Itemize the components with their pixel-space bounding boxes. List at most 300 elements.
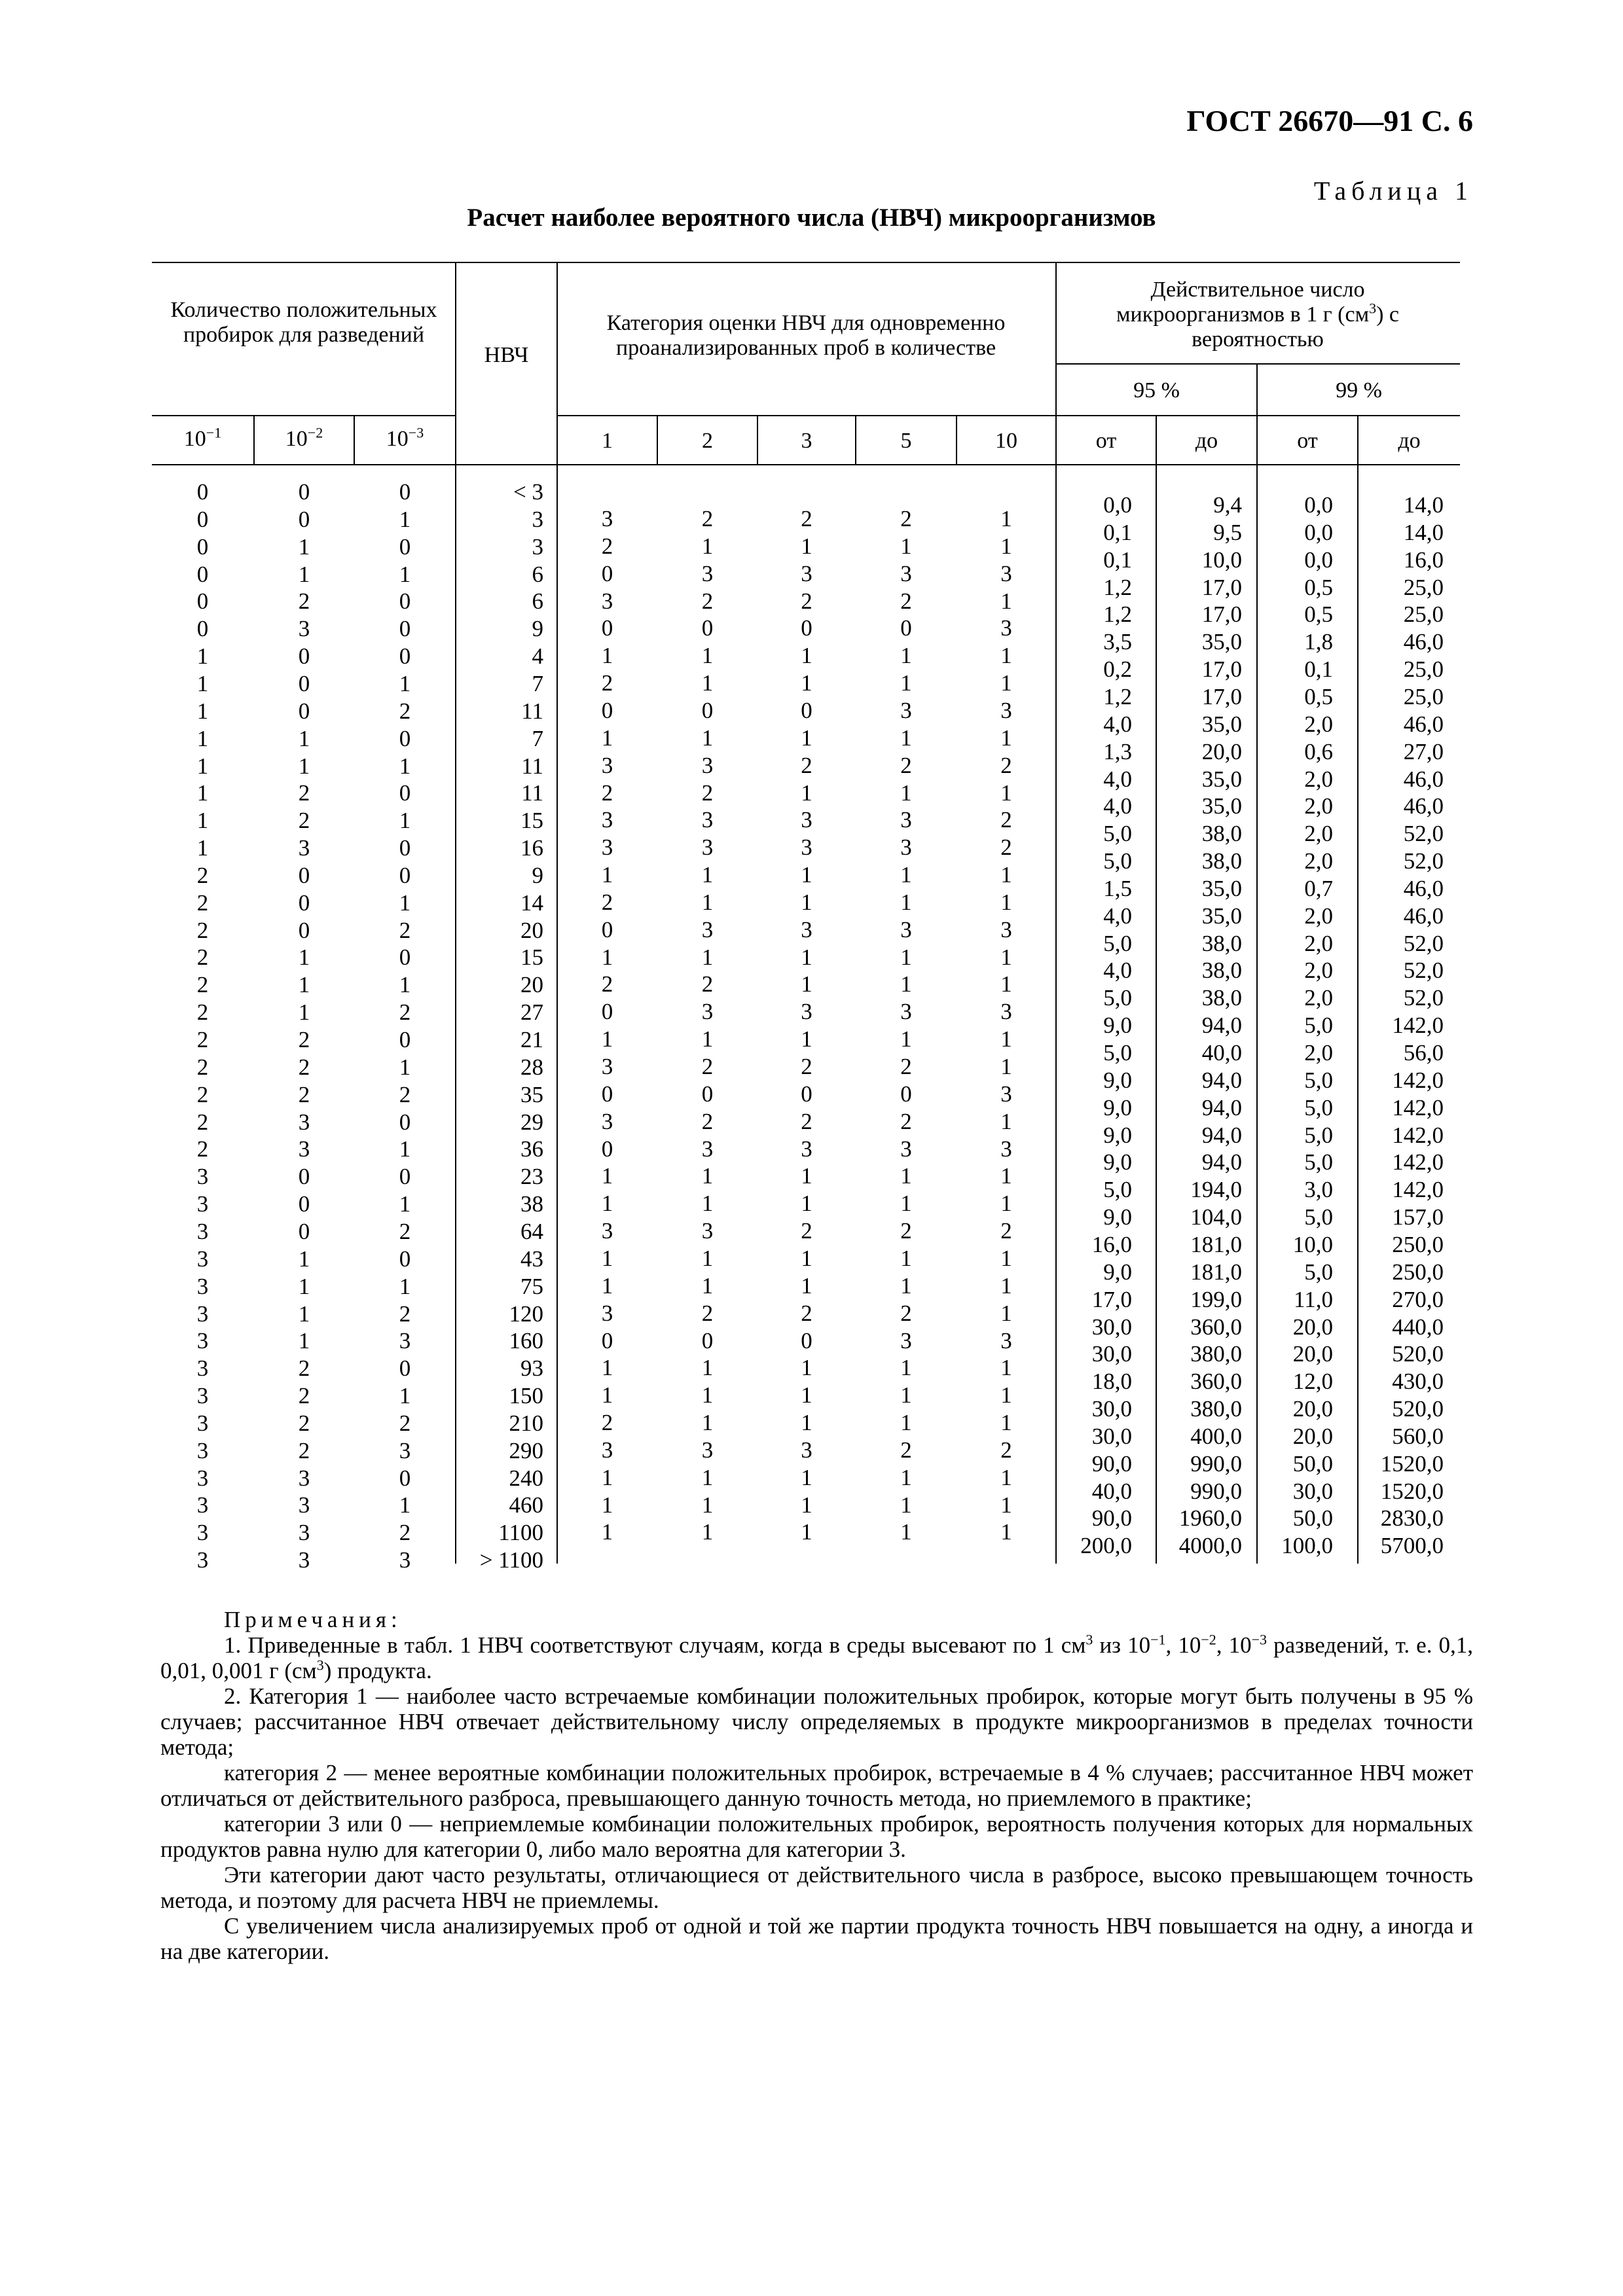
positive-tubes-cell: 0 (399, 643, 411, 670)
note-1-sup-2: −1 (1150, 1631, 1166, 1648)
note-5: Эти категории дают часто результаты, отличающиеся от действительного числа в разбросе, высоко превышающем точность метода, и поэтому для расчета НВЧ не приемлемы. (160, 1862, 1473, 1913)
positive-tubes-cell: 1 (298, 725, 310, 751)
actual-number-cell: 2,0 (1304, 930, 1333, 956)
category-cell: 1 (900, 944, 912, 970)
positive-tubes-cell: 3 (196, 1273, 209, 1299)
category-cell: 1 (801, 1191, 812, 1217)
category-cell: 1 (1000, 506, 1012, 531)
category-cell: 3 (1000, 615, 1012, 641)
positive-tubes-cell: 2 (196, 862, 209, 888)
actual-number-cell: 157,0 (1392, 1204, 1444, 1230)
positive-tubes-cell: 1 (196, 670, 209, 696)
category-cell: 3 (900, 1136, 912, 1162)
header-n5: 5 (900, 429, 912, 453)
category-cell: 2 (601, 971, 613, 997)
positive-tubes-cell: 1 (196, 780, 209, 806)
positive-tubes-cell: 2 (298, 1027, 310, 1052)
header-n3: 3 (801, 429, 812, 453)
actual-number-cell: 46,0 (1403, 629, 1444, 655)
mpn-cell: 4 (532, 643, 543, 670)
actual-number-cell: 52,0 (1403, 930, 1444, 956)
category-cell: 1 (900, 780, 912, 806)
category-cell: 1 (1000, 1108, 1012, 1134)
positive-tubes-cell: 0 (196, 588, 209, 615)
actual-number-cell: 142,0 (1392, 1013, 1444, 1039)
positive-tubes-cell: 1 (399, 506, 411, 532)
category-cell: 2 (1000, 752, 1012, 778)
mpn-cell: < 3 (513, 479, 543, 505)
positive-tubes-cell: 1 (399, 1136, 411, 1162)
actual-number-cell: 35,0 (1201, 766, 1242, 792)
mpn-cell: 11 (521, 698, 543, 724)
mpn-cell: 460 (509, 1492, 543, 1518)
category-cell: 1 (801, 1355, 812, 1381)
actual-number-cell: 25,0 (1403, 574, 1444, 600)
note-1 (160, 1632, 1473, 1683)
actual-number-cell: 250,0 (1392, 1259, 1444, 1285)
mpn-cell: 150 (509, 1383, 543, 1409)
category-cell: 1 (601, 643, 613, 669)
header-positive-tubes: Количество положительных пробирок для разведений (170, 298, 437, 347)
actual-number-cell: 2,0 (1304, 848, 1333, 874)
category-cell: 2 (900, 1437, 912, 1463)
actual-number-cell: 90,0 (1091, 1450, 1132, 1477)
mpn-cell: 210 (509, 1410, 543, 1436)
category-cell: 2 (801, 752, 812, 778)
positive-tubes-cell: 0 (298, 670, 310, 696)
header-actual-number (1067, 278, 1448, 352)
category-cell: 2 (601, 780, 613, 806)
category-cell: 0 (601, 560, 613, 586)
category-cell: 1 (801, 1272, 812, 1299)
actual-number-cell: 35,0 (1201, 711, 1242, 737)
category-cell: 3 (801, 834, 812, 861)
category-cell: 0 (701, 615, 714, 641)
actual-number-cell: 30,0 (1292, 1478, 1333, 1504)
category-cell: 1 (701, 1245, 714, 1271)
header-actual-sup: 3 (1369, 300, 1377, 317)
note-1-part-e: разведений, т. е. 0,1, 0,01, 0,001 г (см (160, 1632, 1474, 1683)
actual-number-cell: 199,0 (1190, 1286, 1242, 1312)
actual-number-cell: 0,5 (1304, 574, 1333, 600)
category-cell: 2 (801, 1300, 812, 1326)
positive-tubes-cell: 2 (196, 1109, 209, 1135)
category-cell: 1 (801, 1026, 812, 1052)
mpn-cell: 29 (520, 1109, 543, 1135)
category-cell: 1 (900, 1410, 912, 1436)
note-1-sup-1: 3 (1085, 1631, 1093, 1648)
category-cell: 0 (601, 615, 613, 641)
category-cell: 1 (1000, 1026, 1012, 1052)
category-cell: 1 (701, 1519, 714, 1545)
header-n10: 10 (995, 429, 1017, 453)
positive-tubes-cell: 0 (399, 616, 411, 642)
actual-number-cell: 440,0 (1392, 1314, 1444, 1340)
mpn-cell: 160 (509, 1328, 543, 1354)
category-cell: 3 (601, 752, 613, 778)
category-cell: 1 (900, 889, 912, 915)
mpn-cell: 6 (532, 561, 543, 587)
actual-number-cell: 30,0 (1091, 1423, 1132, 1449)
category-cell: 1 (900, 1464, 912, 1490)
positive-tubes-cell: 0 (298, 1218, 310, 1244)
table-rule-headers-2 (556, 415, 1460, 416)
positive-tubes-cell: 2 (298, 1081, 310, 1107)
category-cell: 3 (601, 1300, 613, 1326)
positive-tubes-cell: 2 (399, 1081, 411, 1107)
positive-tubes-cell: 3 (196, 1492, 209, 1518)
category-cell: 3 (601, 588, 613, 614)
category-cell: 1 (900, 533, 912, 559)
mpn-cell: 75 (520, 1273, 543, 1299)
positive-tubes-cell: 2 (196, 1136, 209, 1162)
category-cell: 1 (900, 1191, 912, 1217)
header-n2: 2 (702, 429, 713, 453)
actual-number-cell: 2,0 (1304, 1040, 1333, 1066)
category-cell: 3 (900, 999, 912, 1025)
category-cell: 1 (701, 1355, 714, 1381)
category-cell: 3 (701, 834, 714, 861)
positive-tubes-cell: 1 (399, 753, 411, 779)
actual-number-cell: 20,0 (1201, 738, 1242, 764)
actual-number-cell: 38,0 (1201, 848, 1242, 874)
positive-tubes-cell: 2 (399, 1520, 411, 1546)
col-rule-3 (455, 262, 456, 1564)
actual-number-cell: 0,7 (1304, 875, 1333, 901)
category-cell: 0 (900, 615, 912, 641)
category-cell: 1 (1000, 1382, 1012, 1408)
positive-tubes-cell: 0 (399, 1109, 411, 1135)
category-cell: 3 (801, 916, 812, 942)
category-cell: 0 (601, 1136, 613, 1162)
positive-tubes-cell: 3 (298, 835, 310, 861)
mpn-cell: 28 (520, 1054, 543, 1080)
actual-number-cell: 3,5 (1103, 629, 1132, 655)
note-4: категории 3 или 0 — неприемлемые комбинации положительных пробирок, вероятность получения которых для нормальных продуктов равна нулю для категории 0, либо мало вероятна для категории 3. (160, 1811, 1473, 1862)
actual-number-cell: 30,0 (1091, 1396, 1132, 1422)
positive-tubes-cell: 1 (399, 972, 411, 998)
positive-tubes-cell: 1 (399, 561, 411, 587)
positive-tubes-cell: 0 (298, 698, 310, 724)
category-cell: 3 (701, 1437, 714, 1463)
actual-number-cell: 5,0 (1304, 1067, 1333, 1093)
actual-number-cell: 270,0 (1392, 1286, 1444, 1312)
actual-number-cell: 5,0 (1304, 1204, 1333, 1230)
positive-tubes-cell: 2 (196, 1054, 209, 1080)
category-cell: 1 (601, 944, 613, 970)
table-rule-headers (152, 415, 455, 416)
positive-tubes-cell: 0 (298, 862, 310, 888)
dilution-exp-2: −2 (307, 424, 323, 441)
category-cell: 3 (701, 1218, 714, 1244)
category-cell: 1 (1000, 1464, 1012, 1490)
actual-number-cell: 0,1 (1304, 656, 1333, 683)
positive-tubes-cell: 3 (196, 1246, 209, 1272)
category-cell: 2 (801, 1108, 812, 1134)
actual-number-cell: 4,0 (1103, 766, 1132, 792)
positive-tubes-cell: 1 (298, 533, 310, 560)
mpn-cell: 15 (520, 808, 543, 834)
actual-number-cell: 4,0 (1103, 793, 1132, 819)
actual-number-cell: 5,0 (1304, 1259, 1333, 1285)
positive-tubes-cell: 2 (298, 1054, 310, 1080)
mpn-cell: 35 (520, 1081, 543, 1107)
positive-tubes-cell: 2 (298, 780, 310, 806)
actual-number-cell: 5,0 (1304, 1122, 1333, 1148)
actual-number-cell: 4,0 (1103, 958, 1132, 984)
category-cell: 1 (801, 670, 812, 696)
category-cell: 1 (801, 725, 812, 751)
dilution-base-2: 10 (285, 427, 308, 451)
category-cell: 3 (801, 999, 812, 1025)
positive-tubes-cell: 1 (196, 643, 209, 670)
actual-number-cell: 3,0 (1304, 1177, 1333, 1203)
header-dilution-2 (255, 424, 354, 452)
positive-tubes-cell: 0 (399, 533, 411, 560)
positive-tubes-cell: 2 (196, 1027, 209, 1052)
category-cell: 1 (801, 862, 812, 888)
mpn-cell: 3 (532, 533, 543, 560)
category-cell: 3 (1000, 1327, 1012, 1354)
actual-number-cell: 11,0 (1294, 1286, 1333, 1312)
actual-number-cell: 17,0 (1201, 574, 1242, 600)
category-cell: 3 (900, 697, 912, 723)
positive-tubes-cell: 1 (298, 999, 310, 1026)
mpn-cell: 38 (520, 1191, 543, 1217)
category-cell: 1 (601, 1163, 613, 1189)
header-p95: 95 % (1133, 378, 1180, 403)
header-actual-end: ) с вероятностью (1192, 302, 1400, 351)
table-rule-sub (1055, 363, 1460, 365)
positive-tubes-cell: 0 (399, 835, 411, 861)
category-cell: 3 (601, 1108, 613, 1134)
positive-tubes-cell: 1 (298, 972, 310, 998)
category-cell: 1 (701, 1163, 714, 1189)
category-cell: 3 (701, 916, 714, 942)
category-cell: 1 (701, 889, 714, 915)
actual-number-cell: 94,0 (1201, 1122, 1242, 1148)
category-cell: 1 (900, 1026, 912, 1052)
category-cell: 1 (701, 944, 714, 970)
actual-number-cell: 46,0 (1403, 711, 1444, 737)
category-cell: 1 (900, 1382, 912, 1408)
table-title: Расчет наиболее вероятного числа (НВЧ) микроорганизмов (467, 204, 1156, 232)
positive-tubes-cell: 2 (298, 1437, 310, 1463)
note-1-part-c: , 10 (1165, 1632, 1201, 1658)
mpn-cell: 290 (509, 1437, 543, 1463)
category-cell: 3 (801, 1136, 812, 1162)
category-cell: 2 (801, 1218, 812, 1244)
actual-number-cell: 40,0 (1201, 1040, 1242, 1066)
category-cell: 3 (701, 1136, 714, 1162)
header-n1: 1 (602, 429, 613, 453)
category-cell: 1 (601, 1492, 613, 1518)
actual-number-cell: 142,0 (1392, 1177, 1444, 1203)
dilution-base-1: 10 (183, 427, 206, 451)
actual-number-cell: 94,0 (1201, 1067, 1242, 1093)
category-cell: 0 (701, 697, 714, 723)
category-cell: 2 (1000, 807, 1012, 833)
category-cell: 0 (801, 1327, 812, 1354)
mpn-cell: 20 (520, 972, 543, 998)
actual-number-cell: 104,0 (1190, 1204, 1242, 1230)
category-cell: 1 (1000, 1054, 1012, 1079)
category-cell: 1 (601, 1464, 613, 1490)
category-cell: 1 (601, 725, 613, 751)
positive-tubes-cell: 3 (298, 1109, 310, 1135)
category-cell: 1 (701, 670, 714, 696)
actual-number-cell: 38,0 (1201, 930, 1242, 956)
category-cell: 1 (900, 670, 912, 696)
note-3: категория 2 — менее вероятные комбинации положительных пробирок, встречаемые в 4 % случаев; рассчитанное НВЧ может отличаться от действительного разброса, превышающего данную точность метода, но приемлемого в практике; (160, 1760, 1473, 1811)
category-cell: 3 (900, 1327, 912, 1354)
category-cell: 1 (1000, 1300, 1012, 1326)
actual-number-cell: 35,0 (1201, 875, 1242, 901)
positive-tubes-cell: 3 (298, 1547, 310, 1573)
category-cell: 1 (900, 1355, 912, 1381)
category-cell: 1 (801, 1163, 812, 1189)
mpn-cell: 6 (532, 588, 543, 615)
positive-tubes-cell: 0 (399, 1164, 411, 1190)
positive-tubes-cell: 2 (399, 1300, 411, 1327)
actual-number-cell: 380,0 (1190, 1341, 1242, 1367)
actual-number-cell: 52,0 (1403, 848, 1444, 874)
category-cell: 1 (1000, 670, 1012, 696)
category-cell: 1 (701, 643, 714, 669)
category-cell: 2 (900, 1108, 912, 1134)
positive-tubes-cell: 1 (196, 835, 209, 861)
actual-number-cell: 38,0 (1201, 821, 1242, 847)
category-cell: 2 (601, 533, 613, 559)
actual-number-cell: 0,5 (1304, 683, 1333, 709)
category-cell: 3 (1000, 560, 1012, 586)
actual-number-cell: 5700,0 (1380, 1533, 1444, 1559)
category-cell: 3 (701, 999, 714, 1025)
category-cell: 0 (701, 1327, 714, 1354)
category-cell: 1 (801, 533, 812, 559)
actual-number-cell: 1,2 (1103, 601, 1132, 628)
actual-number-cell: 142,0 (1392, 1149, 1444, 1175)
positive-tubes-cell: 3 (399, 1547, 411, 1573)
category-cell: 1 (701, 1492, 714, 1518)
category-cell: 3 (601, 506, 613, 531)
category-cell: 3 (601, 834, 613, 861)
positive-tubes-cell: 2 (196, 1081, 209, 1107)
header-to-99: до (1398, 429, 1421, 453)
category-cell: 3 (701, 560, 714, 586)
positive-tubes-cell: 0 (298, 643, 310, 670)
category-cell: 1 (801, 780, 812, 806)
category-cell: 3 (1000, 1136, 1012, 1162)
note-1-part-b: из 10 (1093, 1632, 1151, 1658)
positive-tubes-cell: 2 (399, 1410, 411, 1436)
category-cell: 1 (701, 533, 714, 559)
header-dilution-3 (355, 424, 455, 452)
mpn-cell: 120 (509, 1300, 543, 1327)
category-cell: 3 (601, 1437, 613, 1463)
positive-tubes-cell: 3 (196, 1164, 209, 1190)
positive-tubes-cell: 0 (196, 533, 209, 560)
category-cell: 0 (701, 1081, 714, 1107)
actual-number-cell: 9,4 (1213, 492, 1242, 518)
actual-number-cell: 18,0 (1091, 1369, 1132, 1395)
actual-number-cell: 1520,0 (1380, 1450, 1444, 1477)
category-cell: 1 (601, 1191, 613, 1217)
actual-number-cell: 0,2 (1103, 656, 1132, 683)
actual-number-cell: 38,0 (1201, 958, 1242, 984)
actual-number-cell: 46,0 (1403, 793, 1444, 819)
category-cell: 1 (601, 1026, 613, 1052)
actual-number-cell: 2,0 (1304, 958, 1333, 984)
positive-tubes-cell: 0 (399, 725, 411, 751)
category-cell: 1 (1000, 643, 1012, 669)
positive-tubes-cell: 3 (399, 1437, 411, 1463)
actual-number-cell: 380,0 (1190, 1396, 1242, 1422)
category-cell: 2 (601, 670, 613, 696)
category-cell: 1 (1000, 1272, 1012, 1299)
actual-number-cell: 5,0 (1304, 1013, 1333, 1039)
category-cell: 3 (801, 1437, 812, 1463)
mpn-cell: 1100 (498, 1520, 543, 1546)
actual-number-cell: 2830,0 (1380, 1505, 1444, 1532)
positive-tubes-cell: 0 (399, 1355, 411, 1382)
note-1-part-f: ) продукта. (323, 1658, 432, 1683)
actual-number-cell: 17,0 (1091, 1286, 1132, 1312)
category-cell: 3 (900, 834, 912, 861)
header-to-95: до (1195, 429, 1218, 453)
actual-number-cell: 360,0 (1190, 1314, 1242, 1340)
actual-number-cell: 35,0 (1201, 793, 1242, 819)
mpn-cell: 9 (532, 616, 543, 642)
category-cell: 2 (601, 889, 613, 915)
positive-tubes-cell: 3 (196, 1218, 209, 1244)
actual-number-cell: 10,0 (1201, 547, 1242, 573)
positive-tubes-cell: 2 (196, 944, 209, 971)
actual-number-cell: 9,0 (1103, 1013, 1132, 1039)
category-cell: 3 (900, 560, 912, 586)
category-cell: 3 (701, 807, 714, 833)
mpn-cell: > 1100 (479, 1547, 543, 1573)
category-cell: 0 (801, 615, 812, 641)
actual-number-cell: 4,0 (1103, 711, 1132, 737)
header-from-99: от (1297, 429, 1318, 453)
actual-number-cell: 56,0 (1403, 1040, 1444, 1066)
actual-number-cell: 1960,0 (1178, 1505, 1242, 1532)
actual-number-cell: 2,0 (1304, 821, 1333, 847)
mpn-cell: 16 (520, 835, 543, 861)
positive-tubes-cell: 2 (298, 808, 310, 834)
positive-tubes-cell: 1 (399, 1054, 411, 1080)
actual-number-cell: 25,0 (1403, 683, 1444, 709)
positive-tubes-cell: 0 (399, 862, 411, 888)
category-cell: 1 (900, 725, 912, 751)
category-cell: 0 (601, 999, 613, 1025)
note-1-sup-4: −3 (1251, 1631, 1267, 1648)
category-cell: 1 (1000, 1410, 1012, 1436)
category-cell: 2 (701, 971, 714, 997)
category-cell: 0 (601, 1081, 613, 1107)
positive-tubes-cell: 3 (196, 1465, 209, 1491)
positive-tubes-cell: 3 (196, 1437, 209, 1463)
header-mpn: НВЧ (484, 343, 529, 367)
actual-number-cell: 520,0 (1392, 1341, 1444, 1367)
category-cell: 2 (900, 588, 912, 614)
actual-number-cell: 27,0 (1403, 738, 1444, 764)
actual-number-cell: 142,0 (1392, 1067, 1444, 1093)
category-cell: 2 (701, 1108, 714, 1134)
positive-tubes-cell: 0 (196, 616, 209, 642)
positive-tubes-cell: 1 (196, 808, 209, 834)
